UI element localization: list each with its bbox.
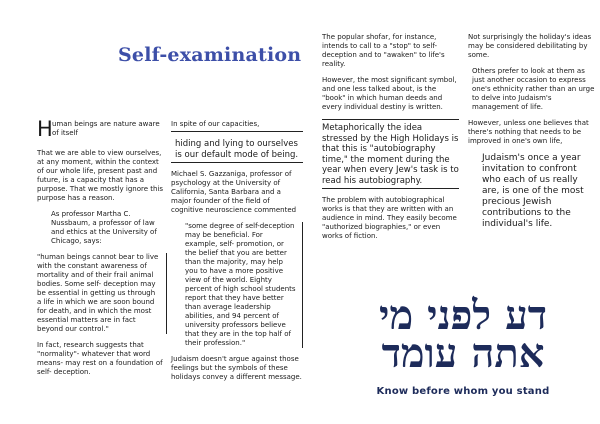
column-1 [37,117,167,384]
paragraph: However, the most significant symbol, and one less talked about, is the "book" in which human deeds and every individual destiny is written. [322,76,457,111]
quote-gazzaniga: "some degree of self-deception may be beneficial. For example, self- promotion, or the belief that you are better than the majority, may help you to have a more positive view of the world. Eighty percent of high school students report that they have better than average leadership abilities, and 94 percent of university professors believe that they are in the top half of their profession." [171,222,303,348]
column-4 [468,33,596,237]
paragraph: As professor Martha C. Nussbaum, a professor of law and ethics at the University of Chicago, says: [51,210,157,245]
column-2 [171,120,303,389]
highlight-text: Metaphorically the idea stressed by the High Holidays is that this is "autobiography time," the moment during the year when every Jew's task is to read his autobiography. [322,119,459,189]
paragraph: In spite of our capacities, [171,120,303,132]
page-title: Self-examination [118,44,302,66]
paragraph: In fact, research suggests that "normality"- whatever that word means- may rest on a foundation of self- deception. [37,341,163,376]
paragraph: The problem with autobiographical works is that they are written with an audience in mind. They easily become "authorized biographies," or even works of fiction. [322,196,457,240]
paragraph: Michael S. Gazzaniga, professor of psychology at the University of California, Santa Barbara and a major founder of the field of cognitive neuroscience commented [171,170,297,214]
paragraph: The popular shofar, for instance, intends to call to a "stop" to self-deception and to "awaken" to life's reality. [322,33,445,68]
hebrew-inscription-image [338,288,588,408]
paragraph: That we are able to view ourselves, at any moment, within the context of our whole life, present past and future, is a capacity that has a purpose. That we mostly ignore this purpose has a reason. [37,149,164,202]
column-3 [322,33,459,248]
hebrew-caption: Know before whom you stand [376,386,550,397]
paragraph: Not surprisingly the holiday's ideas may be considered debilitating by some. [468,33,592,59]
hebrew-line-1: דע לפני מי [379,292,547,339]
paragraph: Judaism doesn't argue against those feelings but the symbols of these holidays convey a different message. [171,355,302,381]
highlight-text: Judaism's once a year invitation to confront who each of us really are, is one of the most precious Jewish contributions to the individual's life. [482,153,584,229]
paragraph: Others prefer to look at them as just another occasion to express one's ethnicity rather than an urge to delve into Judaism's management of life. [472,67,595,111]
lead-paragraph [37,117,167,141]
drop-cap: H [37,117,53,141]
paragraph: However, unless one believes that there's nothing that needs to be improved in one's own life, [468,119,589,145]
highlight-text: hiding and lying to ourselves is our default mode of being. [171,139,303,163]
lead-text: uman beings are nature aware of itself [52,120,160,137]
hebrew-line-2: אתה עומד [381,330,545,377]
quote-nussbaum: "human beings cannot bear to live with the constant awareness of mortality and of their frail animal bodies. Some self- deception may be essential in getting us through a life in which we are soon bound for death, and in which the most essential matters are in fact beyond our control." [37,253,167,334]
